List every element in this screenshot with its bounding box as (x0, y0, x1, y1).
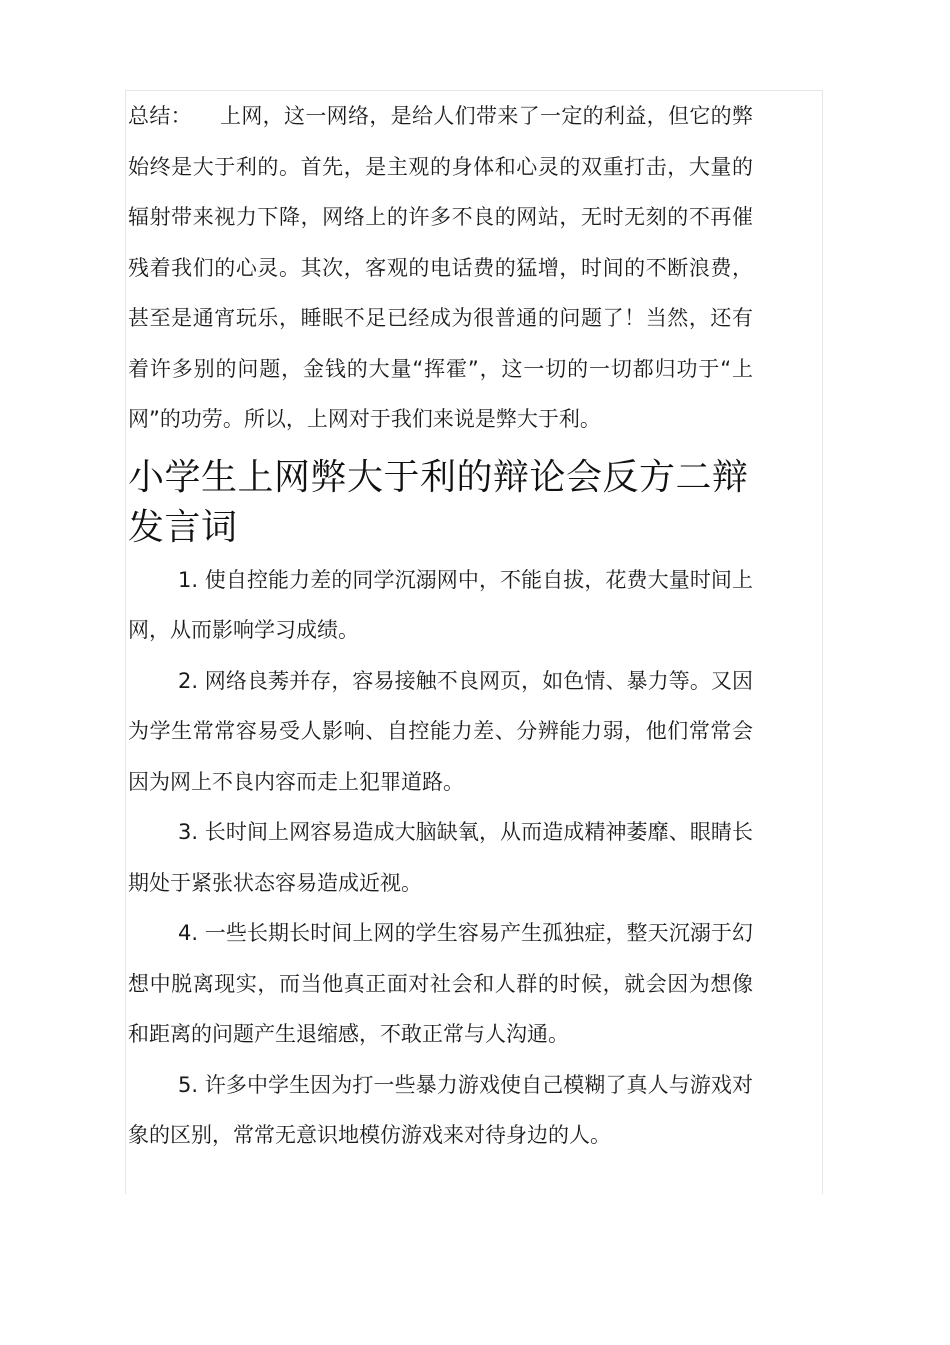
section-heading: 小学生上网弊大于利的辩论会反方二辩发言词 (128, 456, 749, 548)
document-body (128, 91, 753, 1161)
list-item: 4. 一些长期长时间上网的学生容易产生孤独症，整天沉溺于幻想中脱离现实，而当他真正面对社会和人群的时候，就会因为想像和距离的问题产生退缩感，不敢正常与人沟通。 (128, 921, 753, 1046)
list-item: 2. 网络良莠并存，容易接触不良网页，如色情、暴力等。又因为学生常常容易受人影响、自控能力差、分辨能力弱，他们常常会因为网上不良内容而走上犯罪道路。 (128, 668, 753, 794)
list-item: 5. 许多中学生因为打一些暴力游戏使自己模糊了真人与游戏对象的区别，常常无意识地模仿游戏来对待身边的人。 (128, 1072, 753, 1147)
summary-label: 总结： (128, 104, 192, 128)
list-item: 3. 长时间上网容易造成大脑缺氧，从而造成精神萎靡、眼睛长期处于紧张状态容易造成近视。 (128, 820, 753, 895)
list-item: 1. 使自控能力差的同学沉溺网中，不能自拔，花费大量时间上网，从而影响学习成绩。 (128, 567, 753, 642)
summary-paragraph (128, 91, 753, 445)
summary-text: 上网，这一网络，是给人们带来了一定的利益，但它的弊始终是大于利的。首先，是主观的身体和心灵的双重打击，大量的辐射带来视力下降，网络上的许多不良的网站，无时无刻的不再催残着我们的心灵。其次，客观的电话费的猛增，时间的不断浪费，甚至是通宵玩乐，睡眠不足已经成为很普通的问题了！当然，还有着许多别的问题，金钱的大量“挥霍”，这一切的一切都归功于“上网”的功劳。所以，上网对于我们来说是弊大于利。 (128, 104, 753, 431)
